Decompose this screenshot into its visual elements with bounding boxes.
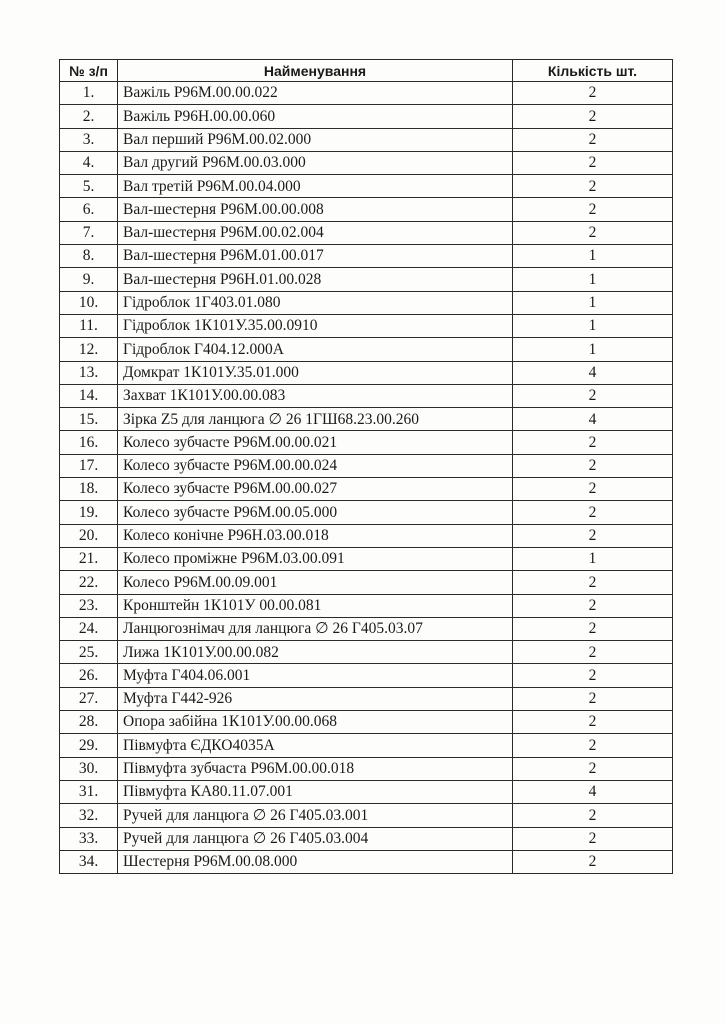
row-name: Захват 1К101У.00.00.083	[118, 384, 513, 407]
row-name: Вал перший Р96М.00.02.000	[118, 128, 513, 151]
row-number: 8.	[60, 245, 118, 268]
table-row	[60, 268, 673, 291]
table-row	[60, 454, 673, 477]
row-number: 17.	[60, 454, 118, 477]
row-number: 26.	[60, 664, 118, 687]
row-number: 11.	[60, 314, 118, 337]
row-number: 25.	[60, 641, 118, 664]
row-name: Муфта Г442-926	[118, 687, 513, 710]
row-number: 28.	[60, 711, 118, 734]
row-quantity: 4	[513, 408, 673, 431]
table-row	[60, 501, 673, 524]
row-number: 27.	[60, 687, 118, 710]
row-quantity: 2	[513, 105, 673, 128]
row-name: Муфта Г404.06.001	[118, 664, 513, 687]
row-number: 16.	[60, 431, 118, 454]
row-name: Зірка Z5 для ланцюга ∅ 26 1ГШ68.23.00.260	[118, 408, 513, 431]
row-quantity: 2	[513, 687, 673, 710]
table-body	[60, 82, 673, 874]
row-quantity: 4	[513, 361, 673, 384]
table-row	[60, 850, 673, 873]
row-quantity: 1	[513, 268, 673, 291]
row-name: Домкрат 1К101У.35.01.000	[118, 361, 513, 384]
row-number: 31.	[60, 780, 118, 803]
row-number: 9.	[60, 268, 118, 291]
header-quantity: Кількість шт.	[513, 60, 673, 82]
table-row	[60, 594, 673, 617]
row-quantity: 1	[513, 291, 673, 314]
table-row	[60, 408, 673, 431]
row-quantity: 2	[513, 594, 673, 617]
table-row	[60, 431, 673, 454]
row-number: 33.	[60, 827, 118, 850]
table-row	[60, 571, 673, 594]
row-quantity: 2	[513, 617, 673, 640]
table-row	[60, 105, 673, 128]
row-number: 29.	[60, 734, 118, 757]
row-number: 18.	[60, 478, 118, 501]
table-row	[60, 245, 673, 268]
row-name: Півмуфта зубчаста Р96М.00.00.018	[118, 757, 513, 780]
row-number: 5.	[60, 175, 118, 198]
row-quantity: 2	[513, 454, 673, 477]
row-quantity: 2	[513, 501, 673, 524]
table-row	[60, 804, 673, 827]
row-name: Ручей для ланцюга ∅ 26 Г405.03.001	[118, 804, 513, 827]
table-row	[60, 128, 673, 151]
row-quantity: 2	[513, 711, 673, 734]
row-number: 2.	[60, 105, 118, 128]
table-row	[60, 780, 673, 803]
row-quantity: 2	[513, 82, 673, 105]
row-name: Шестерня Р96М.00.08.000	[118, 850, 513, 873]
table-row	[60, 175, 673, 198]
row-name: Важіль Р96М.00.00.022	[118, 82, 513, 105]
row-quantity: 2	[513, 478, 673, 501]
row-number: 15.	[60, 408, 118, 431]
row-number: 19.	[60, 501, 118, 524]
row-quantity: 1	[513, 245, 673, 268]
table-row	[60, 361, 673, 384]
table-row	[60, 151, 673, 174]
row-number: 6.	[60, 198, 118, 221]
table-row	[60, 664, 673, 687]
row-quantity: 2	[513, 850, 673, 873]
row-name: Колесо зубчасте Р96М.00.00.021	[118, 431, 513, 454]
row-number: 22.	[60, 571, 118, 594]
row-quantity: 2	[513, 827, 673, 850]
table-row	[60, 338, 673, 361]
row-number: 21.	[60, 547, 118, 570]
row-name: Лижа 1К101У.00.00.082	[118, 641, 513, 664]
row-number: 32.	[60, 804, 118, 827]
row-quantity: 2	[513, 757, 673, 780]
row-name: Вал-шестерня Р96М.01.00.017	[118, 245, 513, 268]
table-row	[60, 524, 673, 547]
row-quantity: 2	[513, 641, 673, 664]
row-name: Вал третій Р96М.00.04.000	[118, 175, 513, 198]
row-quantity: 2	[513, 221, 673, 244]
row-quantity: 2	[513, 198, 673, 221]
row-name: Кронштейн 1К101У 00.00.081	[118, 594, 513, 617]
row-name: Колесо зубчасте Р96М.00.00.024	[118, 454, 513, 477]
table-row	[60, 82, 673, 105]
row-name: Вал другий Р96М.00.03.000	[118, 151, 513, 174]
row-number: 23.	[60, 594, 118, 617]
table-row	[60, 711, 673, 734]
row-number: 3.	[60, 128, 118, 151]
table-row	[60, 617, 673, 640]
row-name: Гідроблок 1Г403.01.080	[118, 291, 513, 314]
row-number: 30.	[60, 757, 118, 780]
row-quantity: 2	[513, 431, 673, 454]
row-name: Колесо конічне Р96Н.03.00.018	[118, 524, 513, 547]
row-quantity: 1	[513, 314, 673, 337]
row-number: 12.	[60, 338, 118, 361]
row-quantity: 2	[513, 804, 673, 827]
row-name: Ручей для ланцюга ∅ 26 Г405.03.004	[118, 827, 513, 850]
row-number: 10.	[60, 291, 118, 314]
table-row	[60, 221, 673, 244]
row-quantity: 2	[513, 128, 673, 151]
row-quantity: 2	[513, 384, 673, 407]
table-row	[60, 384, 673, 407]
parts-table	[59, 59, 673, 874]
row-quantity: 4	[513, 780, 673, 803]
row-name: Важіль Р96Н.00.00.060	[118, 105, 513, 128]
row-name: Півмуфта ЄДКО4035А	[118, 734, 513, 757]
row-number: 34.	[60, 850, 118, 873]
row-quantity: 1	[513, 547, 673, 570]
row-number: 4.	[60, 151, 118, 174]
row-quantity: 2	[513, 734, 673, 757]
table-row	[60, 734, 673, 757]
row-name: Вал-шестерня Р96Н.01.00.028	[118, 268, 513, 291]
row-number: 20.	[60, 524, 118, 547]
table-row	[60, 757, 673, 780]
row-name: Ланцюгознімач для ланцюга ∅ 26 Г405.03.07	[118, 617, 513, 640]
row-name: Вал-шестерня Р96М.00.00.008	[118, 198, 513, 221]
table-row	[60, 478, 673, 501]
table-row	[60, 547, 673, 570]
table-row	[60, 827, 673, 850]
row-number: 24.	[60, 617, 118, 640]
header-name: Найменування	[118, 60, 513, 82]
row-quantity: 2	[513, 175, 673, 198]
row-name: Півмуфта КА80.11.07.001	[118, 780, 513, 803]
row-name: Колесо зубчасте Р96М.00.00.027	[118, 478, 513, 501]
row-name: Гідроблок 1К101У.35.00.0910	[118, 314, 513, 337]
table-row	[60, 641, 673, 664]
table-row	[60, 687, 673, 710]
row-quantity: 2	[513, 151, 673, 174]
row-name: Колесо зубчасте Р96М.00.05.000	[118, 501, 513, 524]
row-name: Гідроблок Г404.12.000А	[118, 338, 513, 361]
row-quantity: 2	[513, 524, 673, 547]
row-name: Колесо Р96М.00.09.001	[118, 571, 513, 594]
header-number: № з/п	[60, 60, 118, 82]
table-row	[60, 291, 673, 314]
row-number: 14.	[60, 384, 118, 407]
table-header-row	[60, 60, 673, 82]
row-name: Опора забійна 1К101У.00.00.068	[118, 711, 513, 734]
table-row	[60, 314, 673, 337]
row-number: 13.	[60, 361, 118, 384]
row-name: Вал-шестерня Р96М.00.02.004	[118, 221, 513, 244]
row-number: 1.	[60, 82, 118, 105]
row-quantity: 2	[513, 664, 673, 687]
row-name: Колесо проміжне Р96М.03.00.091	[118, 547, 513, 570]
row-quantity: 2	[513, 571, 673, 594]
row-quantity: 1	[513, 338, 673, 361]
row-number: 7.	[60, 221, 118, 244]
table-row	[60, 198, 673, 221]
